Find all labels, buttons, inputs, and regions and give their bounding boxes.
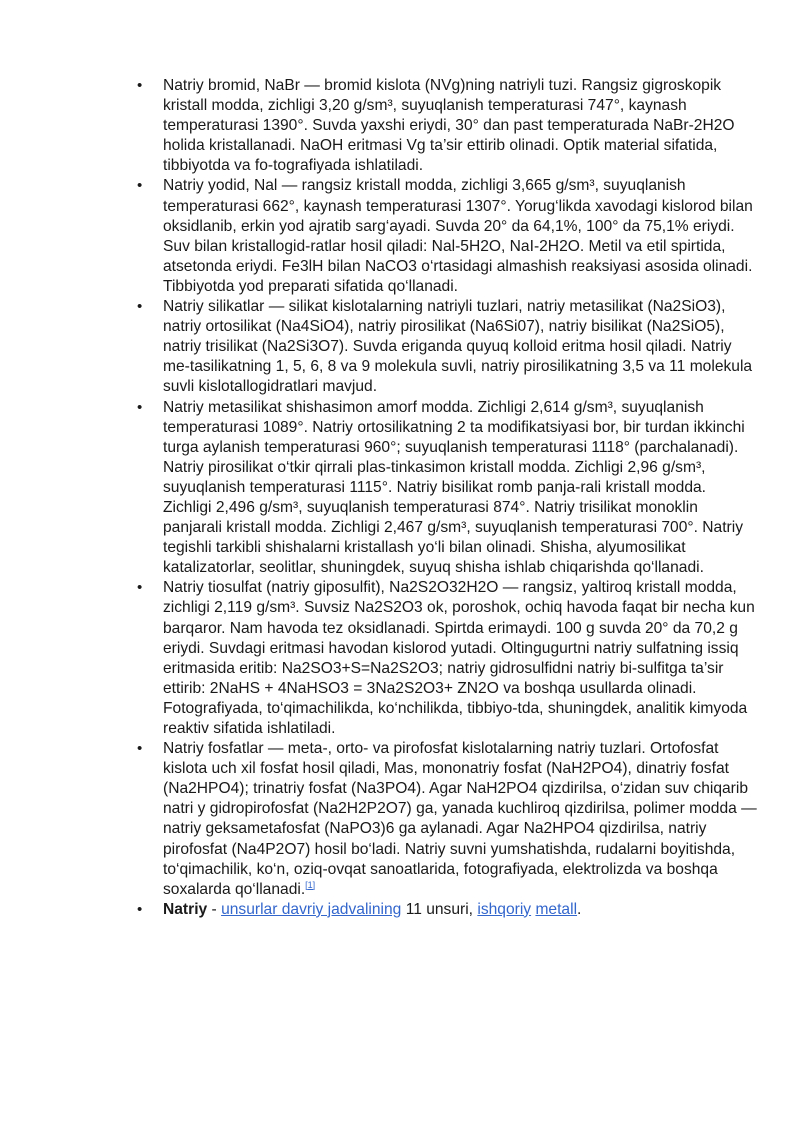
bullet-marker: •	[137, 398, 143, 416]
bullet-marker: •	[137, 900, 143, 918]
list-item-natriy	[137, 900, 757, 920]
term-natriy: Natriy	[163, 900, 208, 918]
bullet-marker: •	[137, 177, 143, 195]
list-item	[137, 578, 757, 739]
item-text: Natriy bromid, NaBr — bromid kislota (NVg)ning natriyli tuzi. Rangsiz gigroskopik kristall modda, zichligi 3,20 g/sm³, suyuqlanish temperaturasi 747°, kaynash temperaturasi 1390°. Suvda yaxshi eriydi, 30° dan past temperaturada NaBr-2H2O holida kristallanadi. NaOH eritmasi Vg ta’sir ettirib olinadi. Optik material sifatida, tibbiyotda va fo-tografiyada ishlatiladi.	[163, 77, 735, 175]
list-item	[137, 739, 757, 900]
period-text: .	[577, 900, 582, 918]
list-item	[137, 176, 757, 297]
bullet-marker: •	[137, 579, 143, 597]
bullet-marker: •	[137, 77, 143, 94]
item-text: Natriy yodid, Nal — rangsiz kristall modda, zichligi 3,665 g/sm³, suyuqlanish temperaturasi 662°, kaynash temperaturasi 1307°. Yorug‘likda xavodagi kislorod bilan oksidlanib, erkin yod ajratib sarg‘ayadi. Suvda 20° da 64,1%, 100° da 75,1% eriydi. Suv bilan kristallogid-ratlar hosil qiladi: Nal-5H2O, NaI-2H2O. Metil va etil spirtida, atsetonda eriydi. Fe3lH bilan NaCO3 o‘rtasidagi almashish reaksiyasi asosida olinadi. Tibbiyotda yod preparati sifatida qo‘llanadi.	[163, 177, 753, 295]
item-text: Natriy metasilikat shishasimon amorf modda. Zichligi 2,614 g/sm³, suyuqlanish temperaturasi 1089°. Natriy ortosilikatning 2 ta modifikatsiyasi bor, bir turdan ikkinchi turga aylanish temperaturasi 960°; suyuqlanish temperaturasi 1118° (parchalanadi). Natriy pirosilikat o‘tkir qirrali plas-tinkasimon kristall modda. Zichligi 2,96 g/sm³, suyuqlanish temperaturasi 1115°. Natriy bisilikat romb panja-rali kristall modda. Zichligi 2,496 g/sm³, suyuqlanish temperaturasi 874°. Natriy trisilikat monoklin panjarali kristall modda. Zichligi 2,467 g/sm³, suyuqlanish temperaturasi 700°. Natriy tegishli tarkibli shishalarni kristallash yo‘li bilan olinadi. Shisha, alyumosilikat katalizatorlar, seolitlar, shuningdek, suyuq shisha ishlab chiqarishda qo‘llanadi.	[163, 398, 745, 577]
reference-superscript	[305, 880, 315, 890]
link-metal[interactable]: metall	[535, 900, 578, 918]
item-text: Natriy silikatlar — silikat kislotalarning natriyli tuzlari, natriy metasilikat (Na2SiO3), natriy ortosilikat (Na4SiO4), natriy pirosilikat (Na6Si07), natriy bisilikat (Na2SiO5), natriy trisilikat (Na2Si3O7). Suvda eriganda quyuq kolloid eritma hosil qiladi. Natriy me-tasilikatning 1, 5, 6, 8 va 9 molekula suvli, natriy pirosilikatning 3,5 va 11 molekula suvli kislotallogidratlari mavjud.	[163, 298, 753, 396]
item-text: Natriy fosfatlar — meta-, orto- va pirofosfat kislotalarning natriy tuzlari. Ortofosfat kislota uch xil fosfat hosil qiladi, Mas, mononatriy fosfat (NaH2PO4), dinatriy fosfat (Na2HPO4); trinatriy fosfat (Na3PO4). Agar NaH2PO4 qizdirilsa, o‘zidan suv chiqarib natri y gidropirofosfat (Na2H2P2O7) ga, yanada kuchliroq qizdirilsa, polimer modda — natriy geksametafosfat (NaPO3)6 ga aylanadi. Agar Na2HPO4 qizdirilsa, natriy pirofosfat (Na4P2O7) hosil bo‘ladi. Natriy suvni yumshatishda, rudalarni boyitishda, to‘qimachilik, ko‘n, oziq-ovqat sanoatlarida, fotografiyada, elektrolizda va boshqa soxalarda qo‘llanadi.	[163, 740, 757, 898]
bullet-marker: •	[137, 740, 143, 758]
bullet-list	[137, 76, 757, 920]
element-number-text: 11 unsuri,	[401, 900, 478, 918]
link-periodic-table[interactable]: unsurlar davriy jadvalining	[221, 900, 402, 918]
bullet-marker: •	[137, 298, 143, 316]
reference-link[interactable]: [1]	[305, 879, 316, 890]
list-item	[137, 76, 757, 176]
item-text: Natriy tiosulfat (natriy giposulfit), Na2S2O32H2O — rangsiz, yaltiroq kristall modda, zichligi 2,119 g/sm³. Suvsiz Na2S2O3 ok, poroshok, ochiq havoda faqat bir necha kun barqaror. Nam havoda tez oksidlanadi. Spirtda erimaydi. 100 g suvda 20° da 70,2 g eriydi. Suvdagi eritmasi havodan kislorod yutadi. Oltingugurtni natriy sulfatning issiq eritmasida eritib: Na2SO3+S=Na2S2O3; natriy gidrosulfidni natriy bi-sulfitga ta’sir ettirib: 2NaHS + 4NaHSO3 = 3Na2S2O3+ ZN2O va boshqa usullarda olinadi. Fotografiyada, to‘qimachilikda, ko‘nchilikda, tibbiyo-tda, shuningdek, analitik kimyoda reaktiv sifatida ishlatiladi.	[163, 579, 755, 737]
separator-text: -	[207, 900, 222, 918]
list-item	[137, 398, 757, 579]
link-alkali[interactable]: ishqoriy	[477, 900, 532, 918]
list-item	[137, 297, 757, 397]
